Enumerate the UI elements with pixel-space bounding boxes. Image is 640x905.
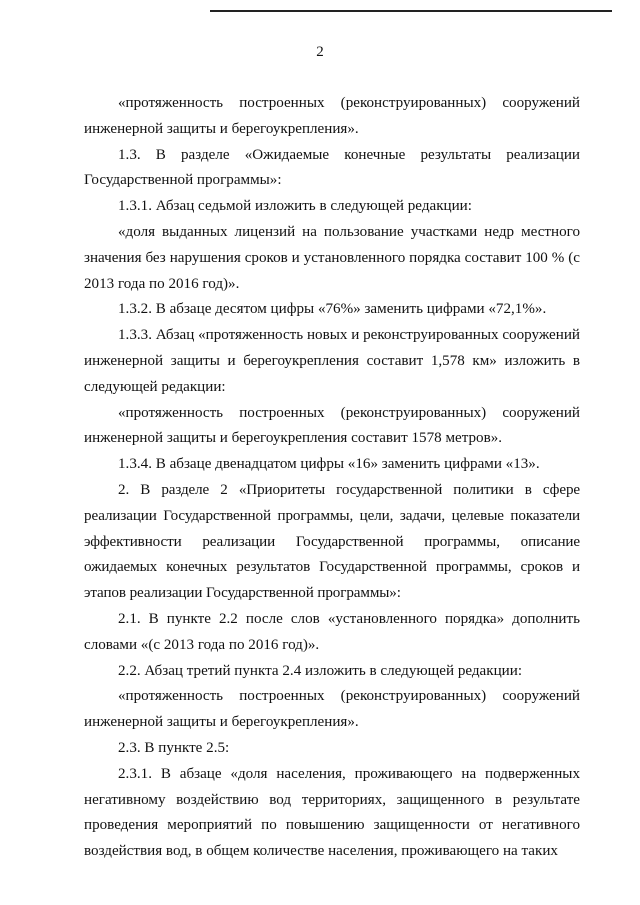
header-rule xyxy=(210,10,612,12)
paragraph-2-2-quote: «протяженность построенных (реконструированных) сооружений инженерной защиты и берегоукрепления». xyxy=(84,688,580,731)
paragraph-1-3: 1.3. В разделе «Ожидаемые конечные результаты реализации Государственной программы»: xyxy=(84,146,580,189)
document-body xyxy=(84,91,580,865)
paragraph-2-1: 2.1. В пункте 2.2 после слов «установленного порядка» дополнить словами «(с 2013 года по 2016 год)». xyxy=(84,610,580,653)
paragraph-2-3-1: 2.3.1. В абзаце «доля населения, проживающего на подверженных негативному воздействию вод территориях, защищенного в результате проведения мероприятий по повышению защищенности от негативного воздействия вод, в общем количестве населения, проживающего на таких xyxy=(84,765,580,860)
paragraph-2-2: 2.2. Абзац третий пункта 2.4 изложить в следующей редакции: xyxy=(118,662,523,679)
page-number: 2 xyxy=(316,44,324,60)
paragraph-1-3-4: 1.3.4. В абзаце двенадцатом цифры «16» заменить цифрами «13». xyxy=(118,456,540,473)
paragraph-2-3: 2.3. В пункте 2.5: xyxy=(118,739,230,756)
paragraph-quote-protection-structures: «протяженность построенных (реконструированных) сооружений инженерной защиты и берегоукрепления». xyxy=(84,95,580,137)
paragraph-1-3-2: 1.3.2. В абзаце десятом цифры «76%» заменить цифрами «72,1%». xyxy=(118,301,547,318)
paragraph-length-quote: «протяженность построенных (реконструированных) сооружений инженерной защиты и берегоукрепления составит 1578 метров». xyxy=(84,404,580,447)
paragraph-1-3-3: 1.3.3. Абзац «протяженность новых и реконструированных сооружений инженерной защиты и берегоукрепления составит 1,578 км» изложить в следующей редакции: xyxy=(84,327,580,395)
paragraph-1-3-1: 1.3.1. Абзац седьмой изложить в следующей редакции: xyxy=(118,198,472,215)
paragraph-section-2: 2. В разделе 2 «Приоритеты государственной политики в сфере реализации Государственной программы, цели, задачи, целевые показатели эффективности реализации Государственной программы, описание ожидаемых конечных результатов Государственной программы, сроков и этапов реализации Государственной программы»: xyxy=(84,481,580,602)
paragraph-licenses-quote: «доля выданных лицензий на пользование участками недр местного значения без нарушения сроков и установленного порядка составит 100 % (с 2013 года по 2016 год)». xyxy=(84,223,580,292)
